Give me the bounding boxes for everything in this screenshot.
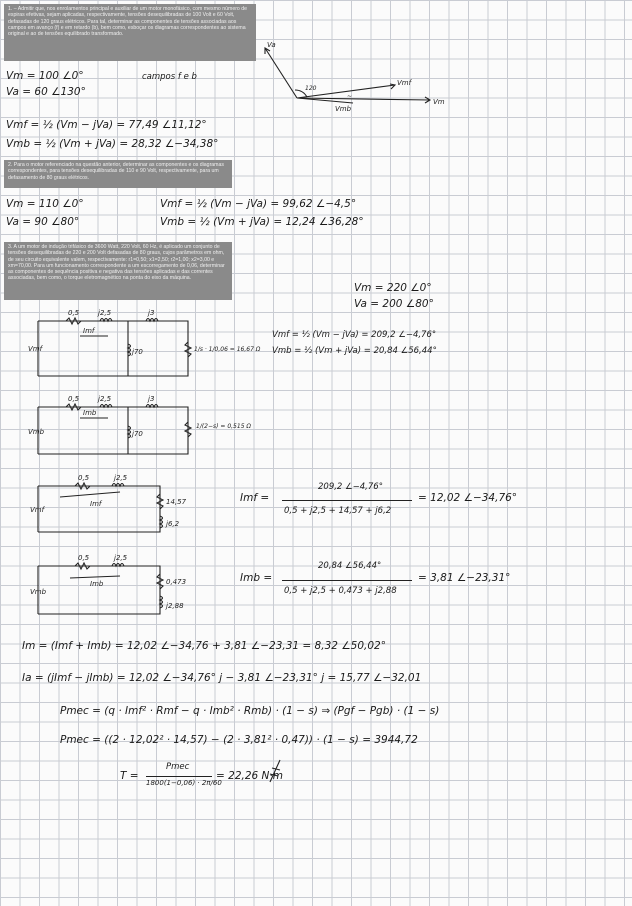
label-source: Vmf	[28, 345, 43, 353]
q3-va: Va = 200 ∠80°	[354, 298, 434, 310]
final-answer-mark	[268, 758, 282, 784]
reduced-circuit-forward	[30, 472, 230, 542]
phasor-label-vmb: Vmb	[335, 105, 352, 113]
circuit-wire	[38, 407, 188, 454]
torque-result: = 22,26 N·m	[216, 770, 283, 782]
q1-vmf: Vmf = ½ (Vm − jVa) = 77,49 ∠11,12°	[6, 119, 207, 131]
label-xm: j70	[132, 348, 143, 356]
problem-1-statement	[4, 4, 256, 61]
label-xm: j70	[132, 430, 143, 438]
torque-label: T =	[120, 770, 139, 782]
current-arrow	[70, 576, 120, 578]
problem-3-statement	[4, 242, 232, 300]
q1-vmb: Vmb = ½ (Vm + jVa) = 28,32 ∠−34,38°	[6, 138, 219, 150]
q2-va: Va = 90 ∠80°	[6, 216, 80, 228]
imf-fraction-bar	[282, 500, 412, 501]
label-z2: j2,88	[166, 602, 184, 610]
label-x1: j2,5	[114, 474, 128, 482]
label-z1: 14,57	[166, 498, 187, 506]
label-z2: j6,2	[166, 520, 180, 528]
torque-numerator: Pmec	[166, 762, 190, 772]
label-load: 1/s · 1/0,06 = 16,67 Ω	[194, 346, 261, 353]
phasor-angle-label-2: ~	[347, 93, 353, 100]
label-source: Vmf	[30, 506, 45, 514]
label-r1: 0,5	[68, 395, 80, 403]
circuit-wire	[38, 321, 188, 376]
imf-numerator: 209,2 ∠−4,76°	[318, 482, 383, 492]
q2-vmf: Vmf = ½ (Vm − jVa) = 99,62 ∠−4,5°	[160, 198, 357, 210]
pmec-formula: Pmec = (q · Imf² · Rmf − q · Imb² · Rmb) · (1 − s) ⇒ (Pgf − Pgb) · (1 − s)	[60, 705, 440, 717]
label-x1: j2,5	[114, 554, 128, 562]
phasor-label-vmf: Vmf	[397, 79, 412, 87]
problem-3-text: 3. A um motor de indução trifásico de 3600 Watt, 220 Volt, 60 Hz, é aplicado um conjunto de tensões desequilibradas de 220 e 200 Volt defasadas de 80 graus, cujos parâmetros em ohm, de seu circuito equivalente valem, respectivamente: r1=0,50; x1=2,50; r2=1,00; x2=3,00 e xm=70,00. Para um funcionamento correspondente a um escorregamento de 0,06, determinar as componentes de sequência positiva e negativa das tensões aplicadas e das correntes associadas, bem como, o torque eletromagnético na ponta do eixo da máquina.	[8, 244, 225, 282]
label-source: Vmb	[28, 428, 45, 436]
equivalent-circuit-backward	[28, 392, 268, 472]
label-current: Imf	[90, 500, 102, 508]
phasor-diagram	[255, 40, 455, 120]
phasor-va-arrow	[265, 48, 297, 98]
phasor-label-va: Va	[267, 41, 276, 49]
q1-campos: campos f e b	[142, 72, 197, 82]
torque-fraction-bar	[146, 776, 212, 777]
q3-vm: Vm = 220 ∠0°	[354, 282, 432, 294]
q1-vm: Vm = 100 ∠0°	[6, 70, 84, 82]
problem-2-statement	[4, 160, 232, 188]
circuit-wire	[38, 486, 160, 532]
q2-vm: Vm = 110 ∠0°	[6, 198, 84, 210]
imb-fraction-bar	[282, 580, 412, 581]
phasor-angle-label: 120	[305, 85, 317, 92]
label-x2: j3	[148, 395, 155, 403]
imb-result: = 3,81 ∠−23,31°	[418, 572, 511, 584]
label-r1: 0,5	[78, 554, 90, 562]
imf-denominator: 0,5 + j2,5 + 14,57 + j6,2	[284, 506, 392, 516]
label-current: Imb	[90, 580, 104, 588]
equivalent-circuit-forward	[28, 306, 268, 386]
imf-result: = 12,02 ∠−34,76°	[418, 492, 518, 504]
label-x1: j2,5	[98, 395, 112, 403]
label-current: Imf	[83, 327, 95, 335]
label-current: Imb	[83, 409, 97, 417]
torque-denominator: 1800(1−0,06) · 2π/60	[146, 779, 222, 787]
label-x2: j3	[148, 309, 155, 317]
problem-2-text: 2. Para o motor referenciado na questão anterior, determinar as componentes e os diagramas correspondentes, para tensões desequilibradas de 110 e 90 Volt, respectivamente, para um defasamento de 80 graus elétricos.	[8, 162, 224, 181]
phasor-label-vm: Vm	[433, 98, 445, 106]
q2-vmb: Vmb = ½ (Vm + jVa) = 12,24 ∠36,28°	[160, 216, 364, 228]
imf-label: Imf =	[240, 492, 270, 504]
label-x1: j2,5	[98, 309, 112, 317]
ia-equation: Ia = (jImf − jImb) = 12,02 ∠−34,76° j − 3,81 ∠−23,31° j = 15,77 ∠−32,01	[22, 672, 422, 684]
q1-va: Va = 60 ∠130°	[6, 86, 86, 98]
current-arrow	[60, 492, 120, 497]
imb-label: Imb =	[240, 572, 273, 584]
problem-1-text: 1. – Admitir que, nos enrolamentos principal e auxiliar de um motor monofásico, com mesmo número de espiras efetivas, sejam aplicadas, respectivamente, tensões desequilibradas de 100 Volt e 60 Volt, defasadas de 120 graus elétricos. Para tal, determinar as componentes de tensões associadas aos campos em avanço (f) e em retardo (b), bem como, esboçar os diagramas correspondentes ao sistema original e ao de tensões equilibrado transformado.	[8, 6, 248, 38]
imb-numerator: 20,84 ∠56,44°	[318, 561, 382, 571]
label-z1: 0,473	[166, 578, 187, 586]
im-equation: Im = (Imf + Imb) = 12,02 ∠−34,76 + 3,81 ∠−23,31 = 8,32 ∠50,02°	[22, 640, 386, 652]
pmec-value: Pmec = ((2 · 12,02² · 14,57) − (2 · 3,81² · 0,47)) · (1 − s) = 3944,72	[60, 734, 418, 746]
label-r1: 0,5	[78, 474, 90, 482]
label-r1: 0,5	[68, 309, 80, 317]
q3-vmb: Vmb = ½ (Vm + jVa) = 20,84 ∠56,44°	[272, 346, 437, 356]
circuit-wire	[38, 566, 160, 614]
reduced-circuit-backward	[30, 552, 230, 622]
q3-vmf: Vmf = ½ (Vm − jVa) = 209,2 ∠−4,76°	[272, 330, 437, 340]
label-source: Vmb	[30, 588, 47, 596]
imb-denominator: 0,5 + j2,5 + 0,473 + j2,88	[284, 586, 397, 596]
label-load: 1/(2−s) = 0,515 Ω	[196, 423, 252, 430]
